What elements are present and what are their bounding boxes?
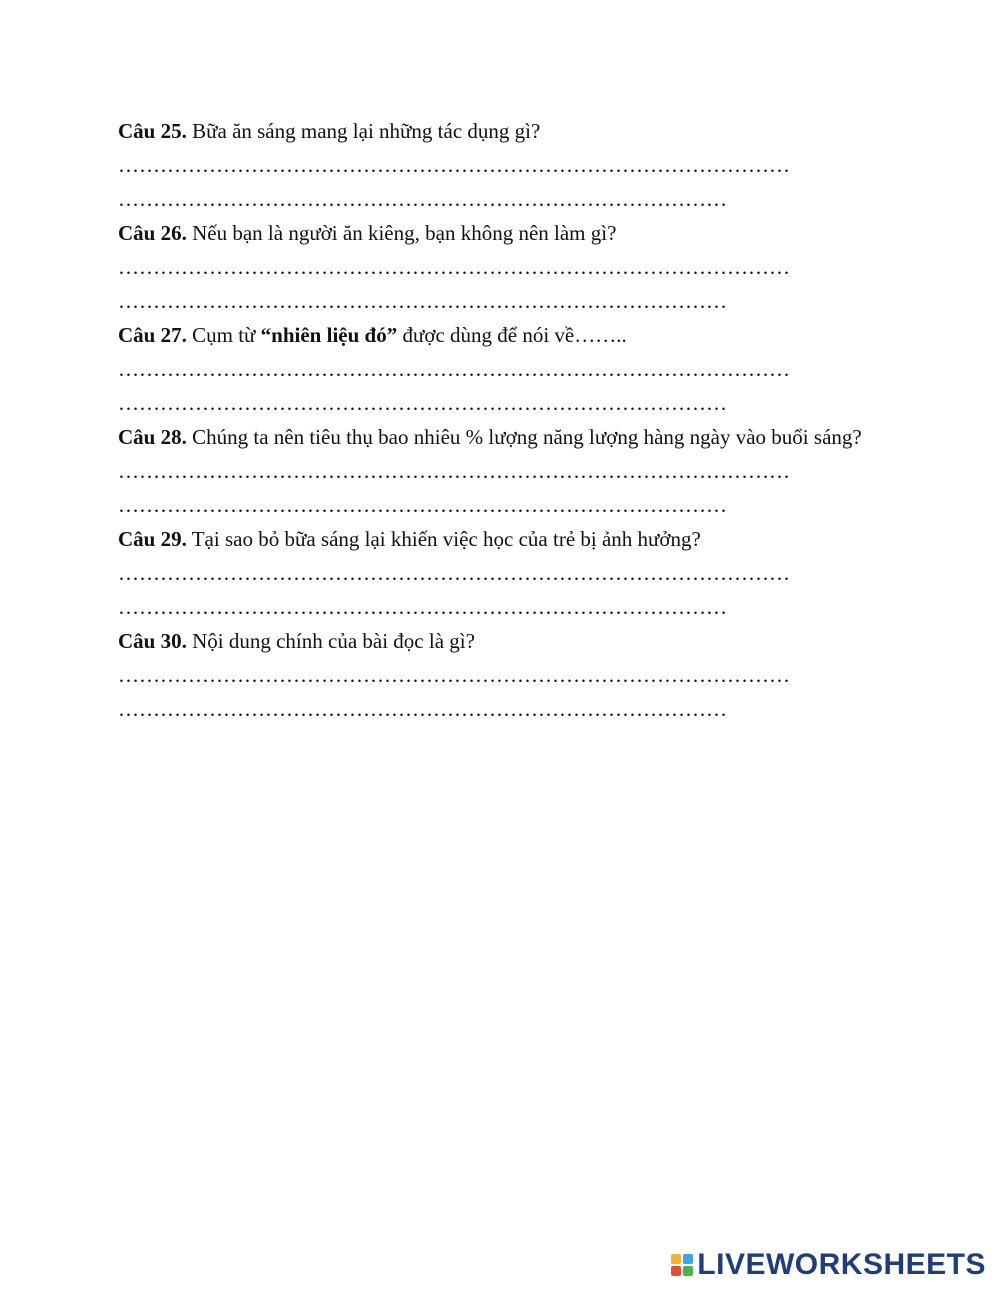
answer-line[interactable]: ……………………………………………………………………………	[118, 493, 727, 517]
question-number: Câu 28.	[118, 425, 187, 449]
question-text: Chúng ta nên tiêu thụ bao nhiêu % lượng năng lượng hàng ngày vào buổi sáng?	[186, 425, 862, 449]
question-28	[118, 420, 888, 454]
worksheet-content	[118, 114, 888, 726]
question-bold-phrase: “nhiên liệu đó”	[260, 323, 398, 347]
logo-squares-icon	[671, 1254, 693, 1276]
question-number: Câu 29.	[118, 527, 187, 551]
logo-square	[671, 1266, 681, 1276]
question-text: Bữa ăn sáng mang lại những tác dụng gì?	[186, 119, 541, 143]
liveworksheets-logo	[671, 1248, 986, 1282]
question-text-before: Cụm từ	[186, 323, 261, 347]
logo-square	[683, 1254, 693, 1264]
logo-square	[683, 1266, 693, 1276]
question-number: Câu 25.	[118, 119, 187, 143]
question-number: Câu 26.	[118, 221, 187, 245]
answer-line[interactable]: ……………………………………………………………………………	[118, 289, 727, 313]
answer-line[interactable]: ……………………………………………………………………………………	[118, 357, 790, 381]
logo-square	[671, 1254, 681, 1264]
question-29	[118, 522, 888, 556]
logo-text: LIVEWORKSHEETS	[697, 1248, 986, 1281]
question-number: Câu 27.	[118, 323, 187, 347]
question-30	[118, 624, 888, 658]
answer-line[interactable]: ……………………………………………………………………………………	[118, 561, 790, 585]
answer-line[interactable]: ……………………………………………………………………………………	[118, 255, 790, 279]
question-text: Tại sao bỏ bữa sáng lại khiến việc học của trẻ bị ảnh hưởng?	[186, 527, 701, 551]
answer-line[interactable]: ……………………………………………………………………………………	[118, 663, 790, 687]
answer-line[interactable]: ……………………………………………………………………………………	[118, 459, 790, 483]
question-27	[118, 318, 888, 352]
question-number: Câu 30.	[118, 629, 187, 653]
question-text-after: được dùng để nói về……..	[397, 323, 627, 347]
question-25	[118, 114, 888, 148]
answer-line[interactable]: ……………………………………………………………………………	[118, 697, 727, 721]
answer-line[interactable]: ……………………………………………………………………………	[118, 187, 727, 211]
question-26	[118, 216, 888, 250]
question-text: Nội dung chính của bài đọc là gì?	[186, 629, 475, 653]
answer-line[interactable]: ……………………………………………………………………………	[118, 391, 727, 415]
answer-line[interactable]: ……………………………………………………………………………………	[118, 153, 790, 177]
answer-line[interactable]: ……………………………………………………………………………	[118, 595, 727, 619]
question-text: Nếu bạn là người ăn kiêng, bạn không nên làm gì?	[186, 221, 617, 245]
